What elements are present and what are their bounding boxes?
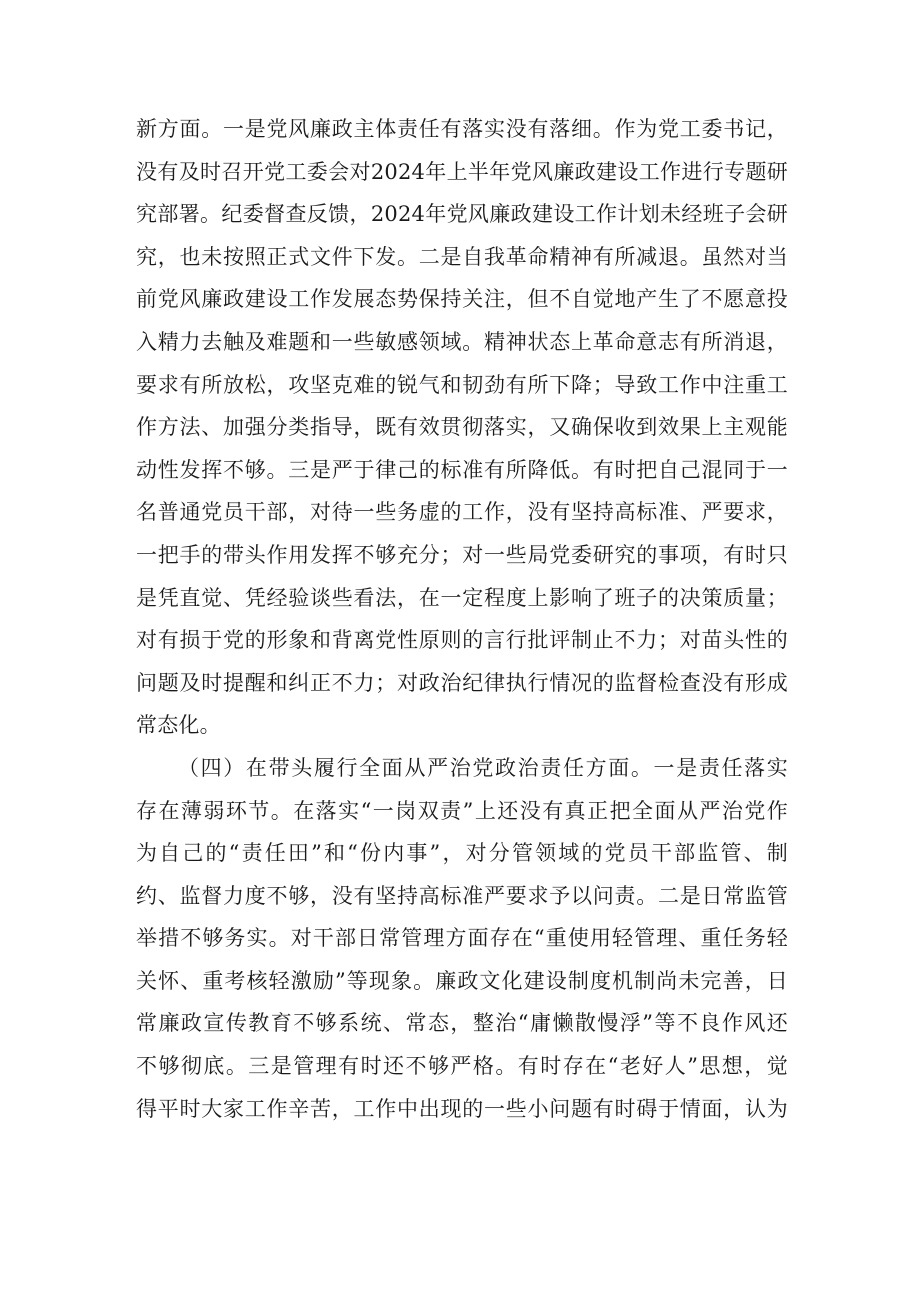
text-line: 问题及时提醒和纠正不力；对政治纪律执行情况的监督检查没有形成	[136, 670, 788, 695]
text-line: 举措不够务实。对干部日常管理方面存在“重使用轻管理、重任务轻	[136, 926, 788, 951]
text-line: 约、监督力度不够，没有坚持高标准严要求予以问责。二是日常监管	[136, 883, 788, 908]
text-line: 要求有所放松，攻坚克难的锐气和韧劲有所下降；导致工作中注重工	[136, 372, 788, 397]
text-line: 常廉政宣传教育不够系统、常态，整治“庸懒散慢浮”等不良作风还	[136, 1011, 788, 1036]
text-line: 动性发挥不够。三是严于律己的标准有所降低。有时把自己混同于一	[136, 457, 788, 482]
text-line: 为自己的“责任田”和“份内事”，对分管领域的党员干部监管、制	[136, 841, 788, 866]
text-line: 得平时大家工作辛苦，工作中出现的一些小问题有时碍于情面，认为	[136, 1096, 788, 1121]
text-line: 究，也未按照正式文件下发。二是自我革命精神有所减退。虽然对当	[136, 244, 788, 269]
document-body	[136, 108, 788, 1130]
text-line: 不够彻底。三是管理有时还不够严格。有时存在“老好人”思想，觉	[136, 1054, 788, 1079]
text-line: 对有损于党的形象和背离党性原则的言行批评制止不力；对苗头性的	[136, 628, 788, 653]
text-line: 关怀、重考核轻激励”等现象。廉政文化建设制度机制尚未完善，日	[136, 968, 788, 993]
text-line: 没有及时召开党工委会对2024年上半年党风廉政建设工作进行专题研	[136, 159, 788, 184]
text-line: 一把手的带头作用发挥不够充分；对一些局党委研究的事项，有时只	[136, 542, 788, 567]
text-line: 入精力去触及难题和一些敏感领域。精神状态上革命意志有所消退，	[136, 329, 788, 354]
text-line: 究部署。纪委督查反馈，2024年党风廉政建设工作计划未经班子会研	[136, 202, 788, 227]
text-line: 作方法、加强分类指导，既有效贯彻落实，又确保收到效果上主观能	[136, 415, 788, 440]
text-line: 前党风廉政建设工作发展态势保持关注，但不自觉地产生了不愿意投	[136, 287, 788, 312]
text-line: 新方面。一是党风廉政主体责任有落实没有落细。作为党工委书记，	[136, 117, 788, 141]
text-line: 存在薄弱环节。在落实“一岗双责”上还没有真正把全面从严治党作	[136, 798, 788, 823]
text-line: 名普通党员干部，对待一些务虚的工作，没有坚持高标准、严要求，	[136, 500, 788, 525]
text-line: （四）在带头履行全面从严治党政治责任方面。一是责任落实	[178, 755, 788, 780]
text-line: 是凭直觉、凭经验谈些看法，在一定程度上影响了班子的决策质量；	[136, 585, 788, 610]
text-line: 常态化。	[136, 713, 221, 738]
